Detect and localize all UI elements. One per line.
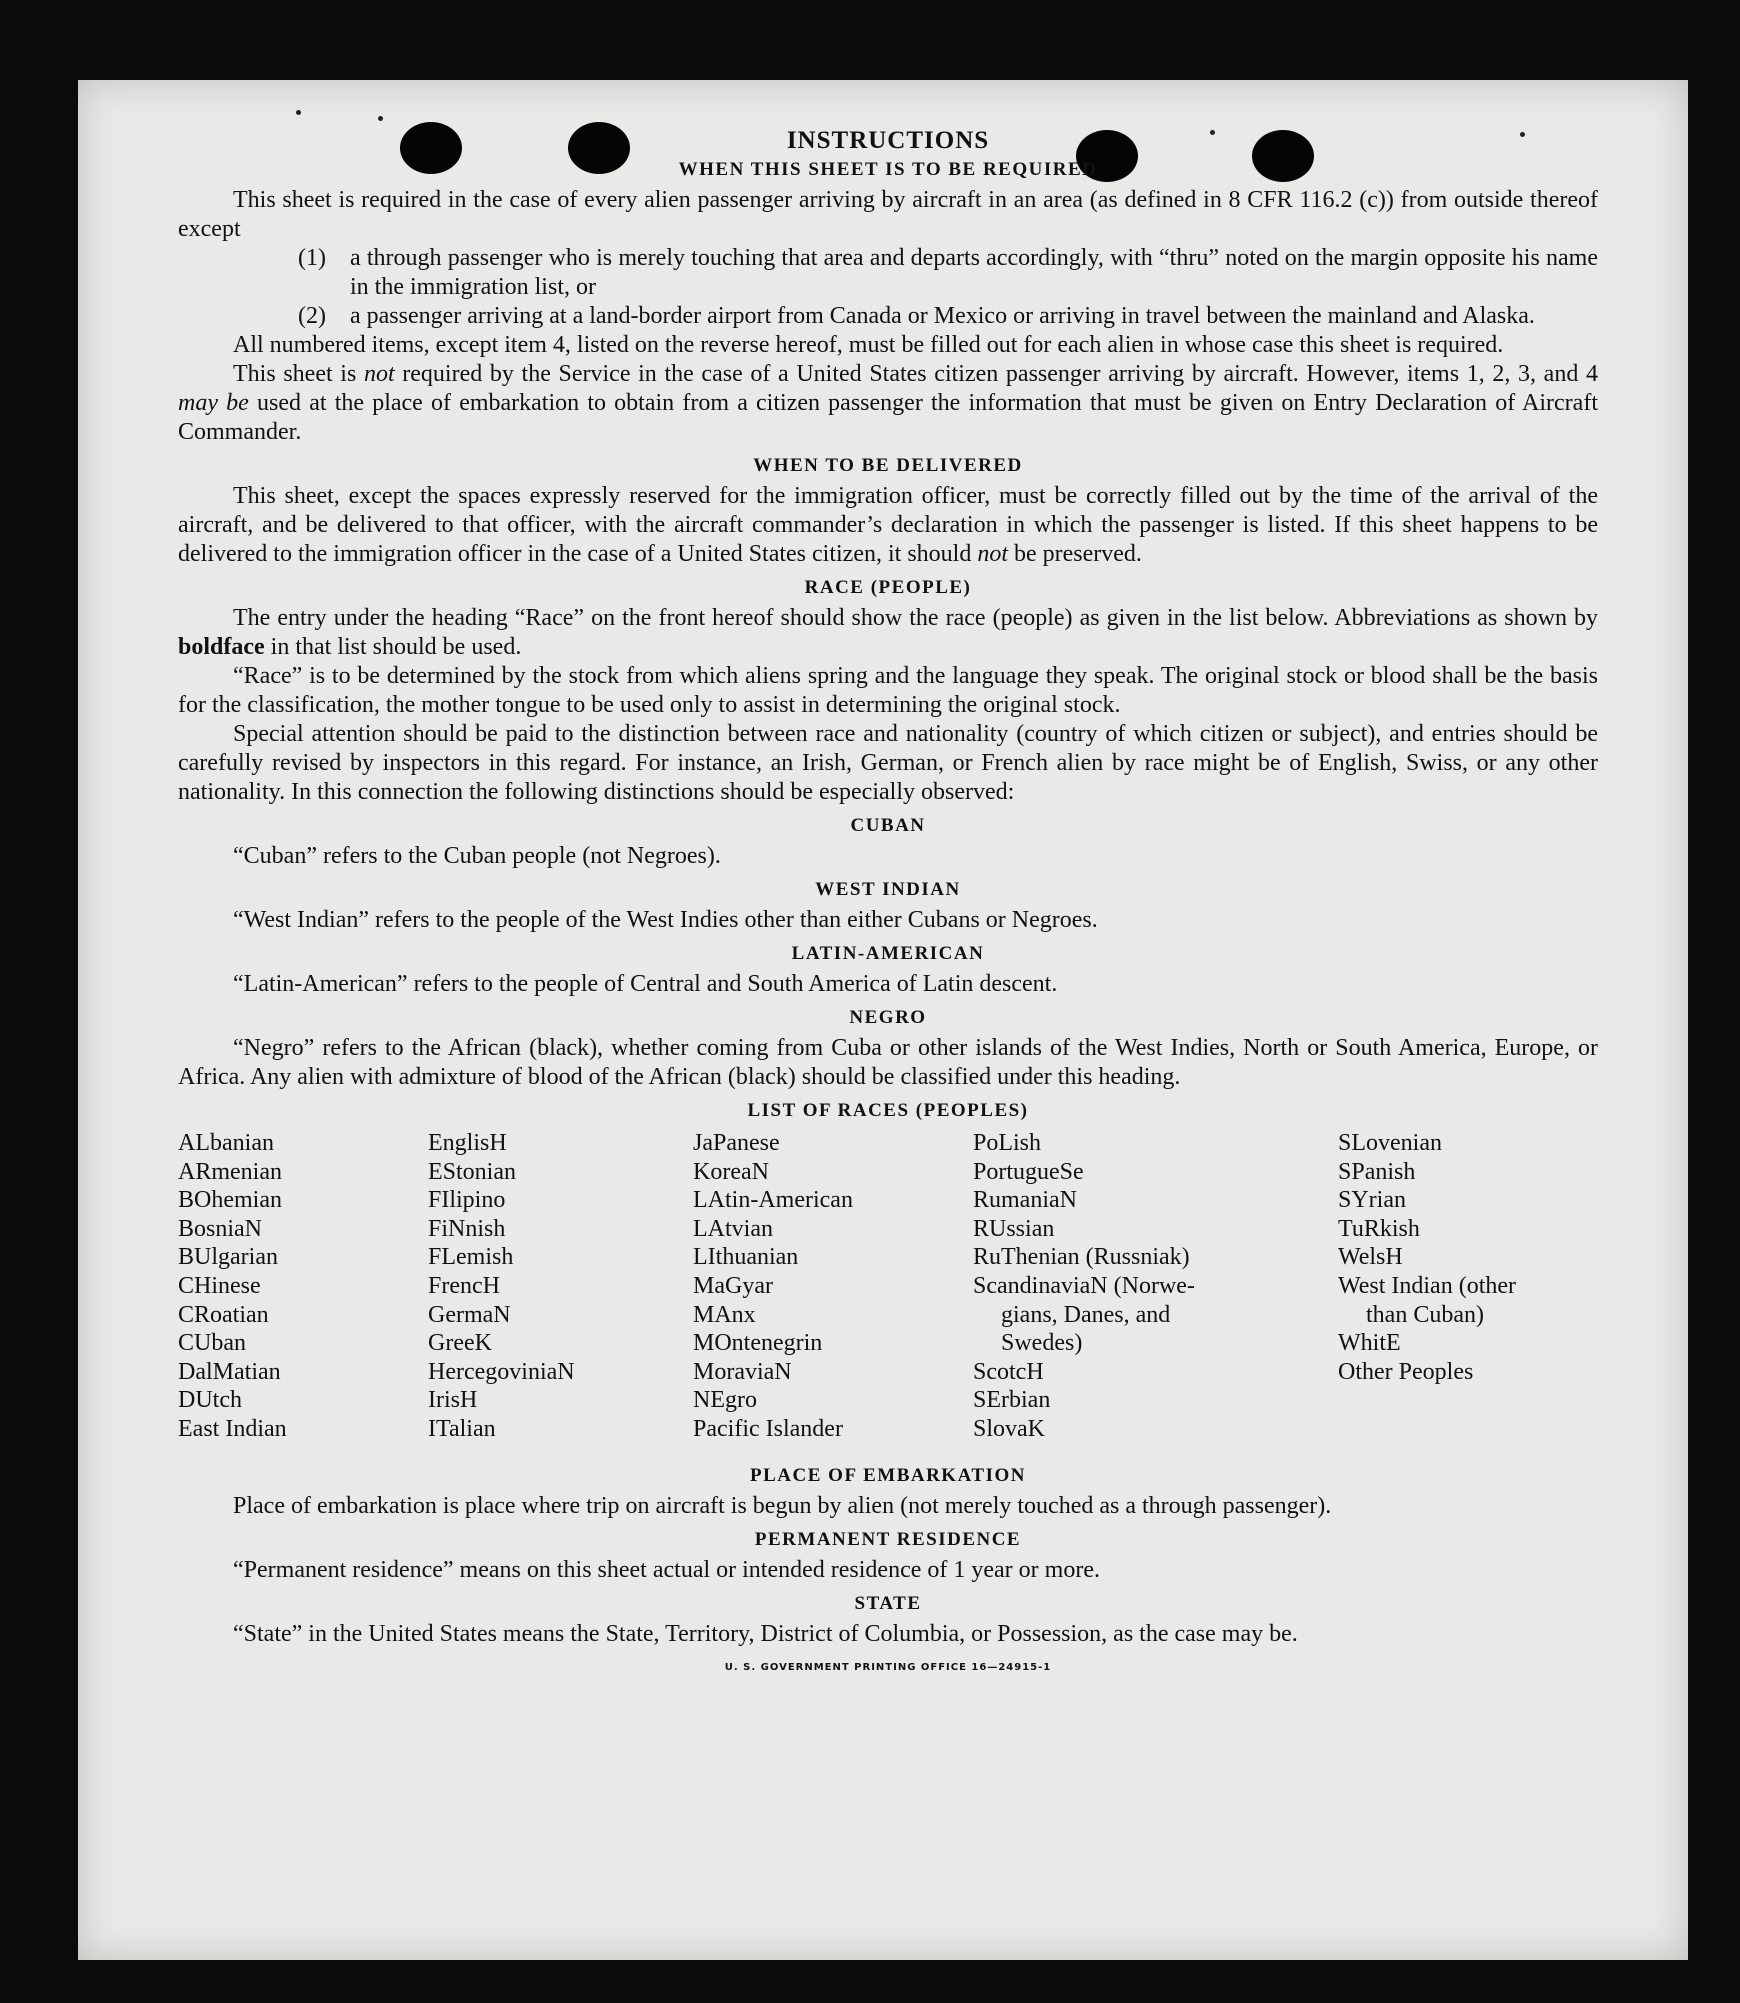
latin-american-text: “Latin-American” refers to the people of Central and South America of Latin descent. bbox=[233, 971, 1058, 997]
race-entry: Other Peoples bbox=[1338, 1358, 1474, 1385]
text-run: This sheet is bbox=[233, 361, 364, 387]
instructions-content bbox=[178, 126, 1598, 1682]
race-entry: PortugueSe bbox=[973, 1158, 1084, 1185]
race-entry: SYrian bbox=[1338, 1187, 1406, 1214]
heading-latin-american: LATIN-AMERICAN bbox=[791, 943, 985, 964]
printer-imprint: U. S. GOVERNMENT PRINTING OFFICE 16—24915-1 bbox=[724, 1662, 1052, 1673]
emphasis: not bbox=[977, 541, 1008, 567]
text-run: in that list should be used. bbox=[264, 634, 522, 660]
exception-item bbox=[298, 244, 1598, 302]
document-sheet bbox=[78, 80, 1688, 1960]
race-entry: ARmenian bbox=[178, 1158, 282, 1185]
race-entry: West Indian (other bbox=[1338, 1272, 1517, 1299]
race-paragraph-2: “Race” is to be determined by the stock from which aliens spring and the language they speak. The original stock or blood shall be the basis for the classification, the mother tongue to be used only to assist in determining the original stock. bbox=[178, 663, 1598, 718]
exception-item bbox=[298, 302, 1598, 331]
required-intro: This sheet is required in the case of every alien passenger arriving by aircraft in an area (as defined in 8 CFR 116.2 (c)) from outside thereof except bbox=[178, 187, 1598, 242]
race-entry: DUtch bbox=[178, 1387, 242, 1414]
exception-text: a through passenger who is merely touching that area and departs accordingly, with “thru” noted on the margin opposite his name in the immigration list, or bbox=[350, 245, 1598, 300]
race-entry: East Indian bbox=[178, 1415, 287, 1442]
delivered-text bbox=[178, 482, 1598, 569]
race-entry: FLemish bbox=[428, 1244, 514, 1271]
speck bbox=[378, 116, 383, 121]
races-column-2 bbox=[428, 1129, 575, 1444]
race-entry: BosniaN bbox=[178, 1215, 262, 1242]
emphasis: not bbox=[363, 361, 395, 387]
race-paragraph-1 bbox=[178, 604, 1598, 662]
race-entry: ScandinaviaN (Norwe- bbox=[973, 1272, 1195, 1299]
race-entry: BUlgarian bbox=[178, 1244, 278, 1271]
race-entry: SLovenian bbox=[1338, 1130, 1442, 1156]
race-entry: Pacific Islander bbox=[693, 1415, 843, 1442]
race-entry: RumaniaN bbox=[973, 1187, 1077, 1214]
race-entry: GreeK bbox=[428, 1330, 492, 1357]
race-entry: ITalian bbox=[428, 1415, 496, 1442]
heading-race: RACE (PEOPLE) bbox=[804, 577, 972, 598]
speck bbox=[296, 110, 301, 115]
race-entry: than Cuban) bbox=[1366, 1301, 1484, 1328]
text-run: This sheet, except the spaces expressly reserved for the immigration officer, must be correctly filled out by the time of the arrival of the aircraft, and be delivered to that officer, with the aircraft commander’s declaration in which the passenger is listed. If this sheet happens to be delivered to the immigration officer in the case of a United States citizen, it should bbox=[178, 483, 1598, 567]
races-column-1 bbox=[178, 1129, 287, 1444]
race-entry: ALbanian bbox=[178, 1130, 274, 1156]
race-entry: WhitE bbox=[1338, 1330, 1401, 1357]
race-entry: SErbian bbox=[973, 1387, 1051, 1414]
heading-negro: NEGRO bbox=[849, 1007, 927, 1028]
west-indian-text: “West Indian” refers to the people of the West Indies other than either Cubans or Negroes. bbox=[233, 907, 1098, 933]
race-entry: RUssian bbox=[973, 1215, 1055, 1242]
race-entry: FrencH bbox=[428, 1272, 500, 1299]
race-entry: KoreaN bbox=[693, 1158, 769, 1185]
race-entry: CHinese bbox=[178, 1272, 261, 1299]
emphasis: may be bbox=[178, 390, 249, 416]
race-entry: LAtvian bbox=[693, 1215, 773, 1242]
race-entry: GermaN bbox=[428, 1301, 511, 1328]
residence-text: “Permanent residence” means on this sheet actual or intended residence of 1 year or more. bbox=[233, 1557, 1100, 1583]
text-run: required by the Service in the case of a United States citizen passenger arriving by aircraft. However, items 1, 2, 3, and 4 bbox=[394, 361, 1598, 387]
races-column-5 bbox=[1338, 1129, 1516, 1386]
race-entry: FIlipino bbox=[428, 1187, 506, 1214]
embarkation-text: Place of embarkation is place where trip on aircraft is begun by alien (not merely touched as a through passenger). bbox=[233, 1493, 1332, 1519]
negro-text: “Negro” refers to the African (black), whether coming from Cuba or other islands of the West Indies, North or South America, Europe, or Africa. Any alien with admixture of blood of the African (black) should be classified under this heading. bbox=[178, 1035, 1598, 1090]
heading-when-delivered: WHEN TO BE DELIVERED bbox=[753, 455, 1023, 476]
race-entry: IrisH bbox=[428, 1387, 478, 1414]
race-entry: MoraviaN bbox=[693, 1358, 792, 1385]
race-entry: DalMatian bbox=[178, 1358, 281, 1385]
race-entry: ScotcH bbox=[973, 1358, 1044, 1385]
race-entry: gians, Danes, and bbox=[1001, 1301, 1171, 1328]
race-entry: NEgro bbox=[693, 1387, 757, 1414]
race-entry: SPanish bbox=[1338, 1158, 1416, 1185]
required-numbered-items: All numbered items, except item 4, listed on the reverse hereof, must be filled out for each alien in whose case this sheet is required. bbox=[233, 332, 1504, 358]
races-column-4 bbox=[973, 1129, 1195, 1444]
race-entry: FiNnish bbox=[428, 1215, 506, 1242]
race-entry: MOntenegrin bbox=[693, 1330, 823, 1357]
race-entry: CUban bbox=[178, 1330, 246, 1357]
race-entry: TuRkish bbox=[1338, 1215, 1420, 1242]
exception-number: (1) bbox=[298, 245, 326, 271]
race-entry: Swedes) bbox=[1001, 1330, 1083, 1357]
race-entry: RuThenian (Russniak) bbox=[973, 1244, 1190, 1271]
page-title: INSTRUCTIONS bbox=[786, 127, 990, 154]
heading-state: STATE bbox=[854, 1593, 922, 1614]
race-entry: MAnx bbox=[693, 1301, 756, 1328]
race-entry: LIthuanian bbox=[693, 1244, 799, 1271]
heading-embarkation: PLACE OF EMBARKATION bbox=[750, 1465, 1026, 1486]
race-entry: CRoatian bbox=[178, 1301, 269, 1328]
race-entry: EnglisH bbox=[428, 1130, 507, 1156]
races-list bbox=[178, 1129, 1598, 1457]
state-text: “State” in the United States means the State, Territory, District of Columbia, or Possession, as the case may be. bbox=[233, 1621, 1298, 1647]
heading-list-of-races: LIST OF RACES (PEOPLES) bbox=[747, 1100, 1029, 1121]
races-column-3 bbox=[693, 1129, 853, 1444]
heading-west-indian: WEST INDIAN bbox=[815, 879, 961, 900]
race-entry: WelsH bbox=[1338, 1244, 1403, 1271]
text-run: The entry under the heading “Race” on the front hereof should show the race (people) as given in the list below. Abbreviations as shown by bbox=[233, 605, 1598, 631]
heading-permanent-residence: PERMANENT RESIDENCE bbox=[754, 1529, 1022, 1550]
bold-term: boldface bbox=[178, 634, 265, 660]
race-entry: JaPanese bbox=[693, 1130, 780, 1156]
text-run: be preserved. bbox=[1008, 541, 1142, 567]
heading-when-required: WHEN THIS SHEET IS TO BE REQUIRED bbox=[678, 159, 1098, 180]
race-entry: BOhemian bbox=[178, 1187, 282, 1214]
race-entry: HercegoviniaN bbox=[428, 1358, 575, 1385]
race-paragraph-3: Special attention should be paid to the distinction between race and nationality (country of which citizen or subject), and entries should be carefully revised by inspectors in this regard. For instance, an Irish, German, or French alien by race might be of English, Swiss, or any other nationality. In this connection the following distinctions should be especially observed: bbox=[178, 721, 1598, 805]
exception-number: (2) bbox=[298, 303, 326, 329]
required-citizen-note bbox=[178, 360, 1598, 447]
text-run: used at the place of embarkation to obtain from a citizen passenger the information that must be given on Entry Declaration of Aircraft Commander. bbox=[178, 390, 1598, 445]
race-entry: SlovaK bbox=[973, 1415, 1045, 1442]
race-entry: PoLish bbox=[973, 1130, 1042, 1156]
race-entry: LAtin-American bbox=[693, 1187, 853, 1214]
race-entry: MaGyar bbox=[693, 1272, 773, 1299]
heading-cuban: CUBAN bbox=[850, 815, 926, 836]
cuban-text: “Cuban” refers to the Cuban people (not Negroes). bbox=[233, 843, 721, 869]
race-entry: EStonian bbox=[428, 1158, 516, 1185]
exception-text: a passenger arriving at a land-border airport from Canada or Mexico or arriving in travel between the mainland and Alaska. bbox=[350, 303, 1535, 329]
